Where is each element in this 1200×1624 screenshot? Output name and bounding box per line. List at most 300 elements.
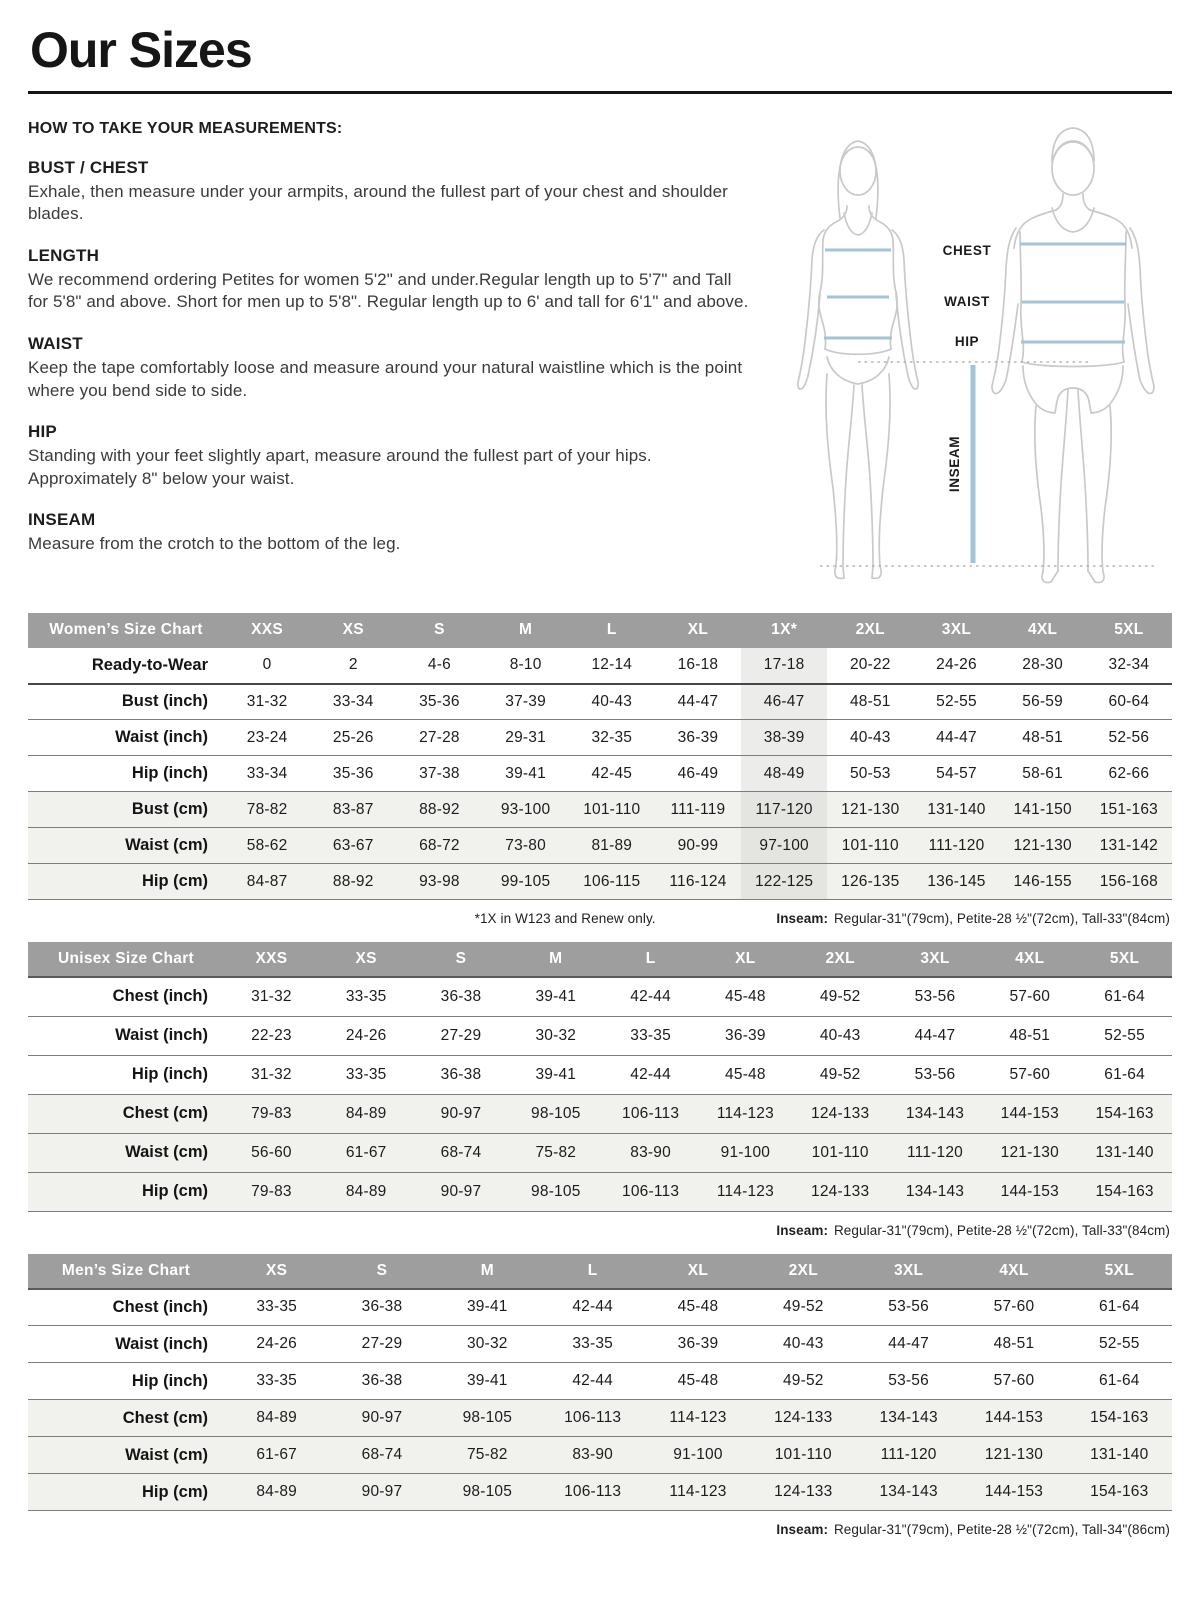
size-cell: 141-150 [1013, 800, 1072, 818]
size-cell: 156-168 [1099, 872, 1158, 890]
size-cell: 30-32 [535, 1026, 577, 1044]
size-cell: 40-43 [849, 728, 891, 746]
table-row [28, 1016, 1172, 1055]
row-label: Hip (cm) [142, 872, 208, 890]
size-cell: 124-133 [811, 1182, 870, 1200]
size-cell: 121-130 [1000, 1143, 1059, 1161]
measurement-lines [820, 244, 1156, 566]
chart-title: Unisex Size Chart [28, 942, 224, 977]
section-title: WAIST [28, 333, 83, 353]
table-row [28, 1474, 1172, 1511]
size-guide-page [28, 24, 1172, 1537]
size-cell: 57-60 [1009, 987, 1051, 1005]
size-cell: 144-153 [1000, 1104, 1059, 1122]
unisex-table-notes [30, 1223, 1170, 1238]
size-cell: 131-140 [1095, 1143, 1154, 1161]
size-cell: 57-60 [1009, 1065, 1051, 1083]
size-cell: 84-89 [345, 1104, 387, 1122]
size-column-header: XL [655, 613, 741, 648]
size-cell: 33-35 [345, 1065, 387, 1083]
size-cell: 27-28 [419, 728, 460, 746]
size-cell: 134-143 [879, 1409, 938, 1426]
row-label: Hip (cm) [142, 1482, 208, 1501]
size-cell: 33-35 [345, 987, 387, 1005]
unisex-size-chart-section [28, 942, 1172, 1238]
size-cell: 36-38 [440, 987, 482, 1005]
size-cell: 88-92 [332, 872, 374, 890]
size-cell: 56-60 [251, 1143, 292, 1161]
size-cell: 37-38 [419, 764, 460, 782]
row-label: Waist (inch) [115, 1026, 208, 1044]
size-cell: 40-43 [591, 692, 633, 710]
section-body: Keep the tape comfortably loose and measure around your natural waistline which is the point where you bend side to side. [28, 357, 743, 400]
section-body: We recommend ordering Petites for women 5'2" and under.Regular length up to 5'7" and Tall for 5'8" and above. Short for men up to 5'8". Regular length up to 6' and tall for 6'1" and above. [28, 269, 749, 312]
size-column-header: 5XL [1067, 1254, 1172, 1289]
row-label: Hip (cm) [142, 1182, 208, 1200]
size-cell: 48-49 [741, 756, 827, 792]
size-cell: 53-56 [888, 1372, 929, 1389]
table-row [28, 1326, 1172, 1363]
table-row [28, 1172, 1172, 1211]
men-inseam-note [776, 1522, 1170, 1537]
inseam-note-text: Regular-31"(79cm), Petite-28 ½"(72cm), Tall-34"(86cm) [830, 1522, 1170, 1537]
size-cell: 40-43 [819, 1026, 861, 1044]
size-cell: 90-97 [361, 1409, 403, 1426]
size-cell: 134-143 [905, 1104, 965, 1122]
row-label: Bust (inch) [121, 692, 208, 711]
measurement-figure [780, 114, 1172, 589]
size-cell: 12-14 [591, 656, 633, 673]
size-cell: 42-44 [630, 987, 671, 1005]
size-cell: 151-163 [1099, 800, 1158, 818]
size-cell: 36-38 [440, 1065, 482, 1083]
size-cell: 93-98 [419, 872, 460, 890]
size-cell: 39-41 [535, 1065, 577, 1083]
size-cell: 49-52 [782, 1372, 824, 1389]
size-cell: 45-48 [725, 1065, 766, 1083]
size-cell: 121-130 [841, 800, 900, 818]
table-row [28, 828, 1172, 864]
size-cell: 61-67 [256, 1446, 297, 1463]
size-cell: 4-6 [427, 656, 451, 673]
size-cell: 131-140 [1090, 1446, 1149, 1463]
size-cell: 24-26 [936, 656, 977, 673]
size-cell: 0 [262, 656, 272, 673]
size-cell: 83-87 [332, 800, 374, 818]
size-cell: 75-82 [466, 1446, 508, 1463]
size-cell: 111-120 [928, 836, 985, 854]
size-cell: 78-82 [246, 800, 288, 818]
size-cell: 106-113 [622, 1104, 680, 1122]
row-label: Bust (cm) [131, 800, 208, 818]
size-cell: 45-48 [677, 1372, 719, 1389]
size-cell: 114-123 [669, 1409, 727, 1426]
size-cell: 48-51 [849, 692, 891, 710]
inseam-note-text: Regular-31"(79cm), Petite-28 ½"(72cm), Tall-33"(84cm) [830, 1222, 1170, 1238]
size-cell: 93-100 [500, 800, 551, 818]
mens-table-notes [30, 1522, 1170, 1537]
size-column-header: 4XL [961, 1254, 1066, 1289]
size-column-header: L [540, 1254, 645, 1289]
size-cell: 24-26 [345, 1026, 387, 1044]
size-cell: 61-64 [1104, 987, 1145, 1005]
size-cell: 38-39 [741, 720, 827, 756]
size-cell: 83-90 [630, 1143, 671, 1161]
size-cell: 117-120 [741, 792, 827, 828]
inseam-note-label: Inseam: [776, 1222, 829, 1238]
row-label: Waist (inch) [115, 728, 208, 746]
size-cell: 88-92 [419, 800, 460, 818]
section-title: INSEAM [28, 510, 96, 530]
size-cell: 111-120 [880, 1446, 937, 1463]
table-row [28, 1437, 1172, 1474]
measurement-instructions [28, 110, 780, 556]
size-cell: 61-64 [1098, 1372, 1140, 1389]
size-cell: 114-123 [716, 1182, 774, 1200]
section-title: HIP [28, 422, 57, 442]
size-cell: 121-130 [984, 1446, 1044, 1463]
size-cell: 39-41 [466, 1372, 508, 1389]
section-inseam [28, 510, 754, 556]
instructions-heading: HOW TO TAKE YOUR MEASUREMENTS: [28, 119, 343, 137]
size-column-header: 2XL [793, 942, 888, 977]
size-cell: 101-110 [841, 836, 899, 854]
size-cell: 28-30 [1022, 656, 1063, 673]
size-cell: 136-145 [927, 872, 986, 890]
hip-label: HIP [954, 333, 980, 349]
size-cell: 154-163 [1095, 1104, 1154, 1122]
table-row [28, 1363, 1172, 1400]
size-cell: 144-153 [984, 1483, 1044, 1500]
size-cell: 124-133 [811, 1104, 870, 1122]
size-column-header: L [569, 613, 655, 648]
size-cell: 32-34 [1108, 656, 1150, 673]
size-cell: 62-66 [1108, 764, 1150, 782]
size-cell: 154-163 [1090, 1483, 1149, 1500]
size-cell: 99-105 [500, 872, 551, 890]
size-cell: 68-72 [419, 836, 460, 854]
table-row [28, 977, 1172, 1016]
size-cell: 60-64 [1108, 692, 1150, 710]
size-cell: 58-62 [246, 836, 288, 854]
size-cell: 24-26 [256, 1335, 297, 1352]
womens-table-notes [30, 911, 1170, 926]
inseam-label: INSEAM [947, 435, 962, 492]
size-column-header: XXS [224, 942, 319, 977]
row-label: Waist (inch) [115, 1334, 208, 1353]
size-cell: 111-119 [670, 800, 726, 818]
size-cell: 98-105 [531, 1104, 581, 1122]
size-cell: 90-97 [440, 1182, 482, 1200]
size-cell: 84-89 [345, 1182, 387, 1200]
size-cell: 52-56 [1108, 728, 1150, 746]
size-column-header: M [435, 1254, 540, 1289]
hero-row [28, 110, 1172, 589]
size-cell: 106-113 [564, 1409, 622, 1426]
mens-size-chart [28, 1254, 1172, 1512]
size-cell: 114-123 [669, 1483, 727, 1500]
row-label: Waist (cm) [125, 836, 208, 854]
row-label: Waist (cm) [125, 1143, 208, 1161]
size-cell: 57-60 [993, 1372, 1035, 1389]
size-cell: 31-32 [246, 692, 288, 710]
table-row [28, 864, 1172, 900]
woman-figure-outline [798, 141, 918, 578]
size-cell: 106-115 [583, 872, 641, 890]
size-cell: 49-52 [782, 1298, 824, 1316]
size-cell: 122-125 [741, 864, 827, 900]
body-measurement-illustration [780, 114, 1170, 584]
table-row [28, 648, 1172, 684]
size-column-header: XS [319, 942, 414, 977]
size-cell: 56-59 [1022, 692, 1063, 710]
row-label: Chest (inch) [112, 1297, 208, 1316]
size-cell: 39-41 [505, 764, 546, 782]
size-cell: 68-74 [440, 1143, 482, 1161]
size-cell: 124-133 [774, 1409, 833, 1426]
size-cell: 106-113 [622, 1182, 680, 1200]
size-cell: 52-55 [1098, 1335, 1140, 1352]
size-column-header: XL [645, 1254, 750, 1289]
size-cell: 44-47 [888, 1335, 929, 1352]
size-cell: 134-143 [879, 1483, 938, 1500]
size-cell: 111-120 [906, 1143, 963, 1161]
row-label: Chest (inch) [112, 987, 208, 1006]
chart-title: Women’s Size Chart [28, 613, 224, 648]
size-cell: 124-133 [774, 1483, 833, 1500]
table-row [28, 1094, 1172, 1133]
table-row [28, 1289, 1172, 1326]
size-cell: 54-57 [936, 764, 977, 782]
size-cell: 53-56 [888, 1298, 929, 1316]
section-hip [28, 422, 754, 490]
size-cell: 57-60 [993, 1298, 1035, 1316]
size-cell: 98-105 [531, 1182, 581, 1200]
man-figure-outline [992, 128, 1154, 583]
size-column-header: S [329, 1254, 434, 1289]
size-cell: 37-39 [505, 692, 546, 710]
size-cell: 154-163 [1095, 1182, 1154, 1200]
size-cell: 121-130 [1013, 836, 1072, 854]
size-column-header: 3XL [888, 942, 983, 977]
size-cell: 46-49 [677, 764, 719, 782]
size-cell: 116-124 [669, 872, 727, 890]
women-1x-footnote: *1X in W123 and Renew only. [474, 911, 656, 926]
size-cell: 98-105 [462, 1483, 513, 1500]
size-cell: 50-53 [849, 764, 891, 782]
size-cell: 53-56 [914, 987, 956, 1005]
table-row [28, 1133, 1172, 1172]
womens-size-chart-section [28, 613, 1172, 927]
size-column-header: 4XL [1000, 613, 1086, 648]
table-row [28, 792, 1172, 828]
size-cell: 101-110 [811, 1143, 869, 1161]
size-cell: 49-52 [819, 1065, 861, 1083]
size-cell: 91-100 [720, 1143, 771, 1161]
size-cell: 29-31 [505, 728, 546, 746]
size-column-header: L [603, 942, 698, 977]
table-row [28, 684, 1172, 720]
womens-size-chart [28, 613, 1172, 901]
section-body: Standing with your feet slightly apart, measure around the fullest part of your hips. Approximately 8" below your waist. [28, 446, 652, 488]
size-cell: 17-18 [741, 648, 827, 684]
waist-label: WAIST [944, 293, 990, 309]
unisex-inseam-note [776, 1223, 1170, 1238]
size-cell: 25-26 [332, 728, 374, 746]
size-cell: 52-55 [936, 692, 977, 710]
size-cell: 79-83 [251, 1104, 292, 1122]
size-cell: 42-44 [572, 1298, 613, 1316]
size-cell: 42-44 [572, 1372, 613, 1389]
chest-label: CHEST [942, 242, 992, 258]
size-cell: 101-110 [583, 800, 641, 818]
section-body: Measure from the crotch to the bottom of the leg. [28, 534, 401, 554]
size-column-header: 5XL [1086, 613, 1172, 648]
table-row [28, 1400, 1172, 1437]
table-row [28, 720, 1172, 756]
size-cell: 33-34 [332, 692, 374, 710]
row-label: Ready-to-Wear [91, 655, 208, 674]
size-cell: 144-153 [984, 1409, 1044, 1426]
size-cell: 8-10 [509, 656, 542, 673]
size-cell: 32-35 [591, 728, 633, 746]
size-cell: 73-80 [505, 836, 546, 854]
page-title: Our Sizes [30, 22, 252, 78]
title-divider [28, 91, 1172, 94]
section-title: BUST / CHEST [28, 157, 149, 177]
size-cell: 53-56 [914, 1065, 956, 1083]
size-cell: 39-41 [466, 1298, 508, 1316]
size-cell: 83-90 [572, 1446, 613, 1463]
size-cell: 84-89 [256, 1409, 297, 1426]
size-column-header: M [508, 942, 603, 977]
size-cell: 49-52 [819, 987, 861, 1005]
size-column-header: 3XL [856, 1254, 961, 1289]
row-label: Hip (inch) [131, 764, 208, 782]
size-cell: 61-64 [1104, 1065, 1145, 1083]
size-cell: 27-29 [361, 1335, 403, 1352]
size-cell: 97-100 [741, 828, 827, 864]
inseam-note-label: Inseam: [776, 911, 829, 926]
size-cell: 52-55 [1104, 1026, 1145, 1044]
size-cell: 35-36 [419, 692, 460, 710]
size-cell: 46-47 [741, 684, 827, 720]
size-cell: 81-89 [591, 836, 633, 854]
mens-size-chart-section [28, 1254, 1172, 1538]
size-cell: 42-45 [591, 764, 633, 782]
size-cell: 58-61 [1022, 764, 1063, 782]
size-cell: 36-39 [677, 1335, 719, 1352]
size-cell: 44-47 [677, 692, 719, 710]
size-cell: 79-83 [251, 1182, 292, 1200]
size-column-header: 2XL [751, 1254, 856, 1289]
size-column-header: 3XL [913, 613, 999, 648]
unisex-size-table-container [28, 942, 1172, 1212]
size-column-header: XL [698, 942, 793, 977]
size-cell: 154-163 [1090, 1409, 1149, 1426]
size-cell: 23-24 [246, 728, 288, 746]
size-cell: 90-97 [440, 1104, 482, 1122]
size-column-header: XXS [224, 613, 310, 648]
size-cell: 75-82 [535, 1143, 577, 1161]
table-row [28, 756, 1172, 792]
size-cell: 44-47 [936, 728, 977, 746]
row-label: Chest (cm) [122, 1408, 208, 1427]
size-cell: 2 [348, 656, 358, 673]
size-cell: 68-74 [361, 1446, 403, 1463]
inseam-note-label: Inseam: [776, 1522, 829, 1537]
size-cell: 36-38 [361, 1372, 403, 1389]
size-cell: 39-41 [535, 987, 577, 1005]
size-cell: 33-35 [572, 1335, 613, 1352]
size-cell: 84-89 [256, 1483, 297, 1500]
size-cell: 144-153 [1000, 1182, 1059, 1200]
section-title: LENGTH [28, 245, 100, 265]
size-cell: 48-51 [1009, 1026, 1051, 1044]
row-label: Hip (inch) [131, 1065, 208, 1083]
size-cell: 63-67 [332, 836, 374, 854]
size-cell: 36-39 [677, 728, 719, 746]
size-cell: 106-113 [564, 1483, 622, 1500]
size-cell: 45-48 [677, 1298, 719, 1316]
size-column-header: M [483, 613, 569, 648]
row-label: Hip (inch) [131, 1371, 208, 1390]
unisex-size-chart [28, 942, 1172, 1212]
size-cell: 90-99 [677, 836, 719, 854]
size-cell: 40-43 [782, 1335, 824, 1352]
size-cell: 91-100 [673, 1446, 723, 1463]
size-cell: 33-35 [256, 1298, 297, 1316]
size-cell: 35-36 [332, 764, 374, 782]
size-cell: 114-123 [716, 1104, 774, 1122]
size-column-header: S [396, 613, 482, 648]
size-cell: 20-22 [849, 656, 891, 673]
size-cell: 45-48 [725, 987, 766, 1005]
size-cell: 16-18 [677, 656, 719, 673]
size-column-header: XS [310, 613, 396, 648]
size-cell: 33-35 [630, 1026, 671, 1044]
size-cell: 44-47 [914, 1026, 956, 1044]
section-body: Exhale, then measure under your armpits, around the fullest part of your chest and shoulder blades. [28, 181, 728, 224]
size-cell: 30-32 [466, 1335, 508, 1352]
size-cell: 36-39 [725, 1026, 766, 1044]
size-cell: 101-110 [774, 1446, 832, 1463]
inseam-note-text: Regular-31"(79cm), Petite-28 ½"(72cm), Tall-33"(84cm) [830, 911, 1170, 926]
size-cell: 146-155 [1013, 872, 1072, 890]
size-column-header: 1X* [741, 613, 827, 648]
women-inseam-note [776, 911, 1170, 926]
size-cell: 22-23 [251, 1026, 292, 1044]
section-waist [28, 334, 754, 402]
size-column-header: 4XL [982, 942, 1077, 977]
size-cell: 126-135 [841, 872, 900, 890]
size-cell: 61-67 [345, 1143, 387, 1161]
size-cell: 36-38 [361, 1298, 403, 1316]
size-cell: 84-87 [246, 872, 288, 890]
size-cell: 33-35 [256, 1372, 297, 1389]
size-column-header: 5XL [1077, 942, 1172, 977]
size-column-header: XS [224, 1254, 329, 1289]
chart-title: Men’s Size Chart [28, 1254, 224, 1289]
row-label: Waist (cm) [125, 1445, 208, 1464]
size-cell: 61-64 [1098, 1298, 1140, 1316]
section-length [28, 246, 754, 314]
size-cell: 48-51 [1022, 728, 1063, 746]
womens-size-table-container [28, 613, 1172, 901]
row-label: Chest (cm) [122, 1104, 208, 1122]
table-row [28, 1055, 1172, 1094]
size-column-header: 2XL [827, 613, 913, 648]
